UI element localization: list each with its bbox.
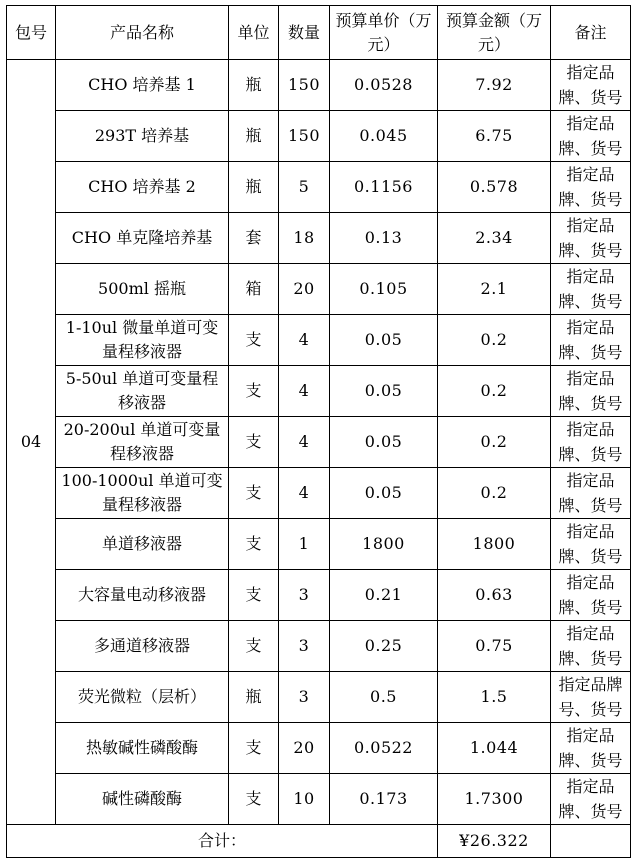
remarks-cell: 指定品牌、货号 [551,162,631,213]
table-row [7,111,631,162]
table-row [7,570,631,621]
unit-cell: 支 [229,417,279,468]
product-name-cell: CHO 单克隆培养基 [56,213,229,264]
unit-cell: 套 [229,213,279,264]
header-package-label: 包号 [14,22,47,42]
table-row [7,315,631,366]
unit-cell: 瓶 [229,672,279,723]
amount-cell: 1.5 [438,672,551,723]
product-name-cell: 热敏碱性磷酸酶 [56,723,229,774]
product-name-cell: 大容量电动移液器 [56,570,229,621]
product-name-cell: 293T 培养基 [56,111,229,162]
table-row [7,519,631,570]
product-name-cell: 100-1000ul 单道可变量程移液器 [56,468,229,519]
quantity-cell: 18 [279,213,330,264]
amount-cell: 1.044 [438,723,551,774]
unit-cell: 支 [229,774,279,825]
unit-cell: 支 [229,315,279,366]
header-unit-price [330,6,438,60]
table-row [7,417,631,468]
amount-cell: 1800 [438,519,551,570]
product-name-cell: 荧光微粒（层析） [56,672,229,723]
amount-cell: 0.578 [438,162,551,213]
remarks-cell: 指定品牌、货号 [551,60,631,111]
remarks-cell: 指定品牌、货号 [551,774,631,825]
table-row [7,621,631,672]
table-row [7,264,631,315]
unit-price-cell: 0.5 [330,672,438,723]
quantity-cell: 4 [279,468,330,519]
unit-price-cell: 0.05 [330,417,438,468]
unit-price-cell: 0.1156 [330,162,438,213]
table-row [7,162,631,213]
amount-cell: 0.75 [438,621,551,672]
unit-cell: 支 [229,570,279,621]
unit-price-cell: 1800 [330,519,438,570]
quantity-cell: 5 [279,162,330,213]
unit-price-cell: 0.045 [330,111,438,162]
amount-cell: 0.2 [438,366,551,417]
product-name-cell: 500ml 摇瓶 [56,264,229,315]
header-product-name [56,6,229,60]
budget-table [6,5,631,858]
remarks-cell: 指定品牌、货号 [551,111,631,162]
amount-cell: 1.7300 [438,774,551,825]
amount-cell: 7.92 [438,60,551,111]
table-row [7,60,631,111]
quantity-cell: 10 [279,774,330,825]
quantity-cell: 3 [279,570,330,621]
product-name-cell: 碱性磷酸酶 [56,774,229,825]
header-package [7,6,56,60]
remarks-cell: 指定品牌、货号 [551,213,631,264]
unit-price-cell: 0.0528 [330,60,438,111]
amount-cell: 2.34 [438,213,551,264]
header-amount-label: 预算金额（万元） [445,10,542,54]
unit-cell: 支 [229,468,279,519]
header-remarks-label: 备注 [574,22,607,42]
header-product-name-label: 产品名称 [109,22,174,42]
amount-cell: 2.1 [438,264,551,315]
quantity-cell: 150 [279,60,330,111]
quantity-cell: 1 [279,519,330,570]
unit-price-cell: 0.105 [330,264,438,315]
unit-cell: 支 [229,519,279,570]
remarks-cell: 指定品牌、货号 [551,264,631,315]
total-remarks [551,825,631,858]
total-label: 合计： [7,825,438,858]
table-row [7,366,631,417]
table-header [7,6,631,60]
amount-cell: 0.2 [438,468,551,519]
table-row [7,774,631,825]
quantity-cell: 3 [279,621,330,672]
header-remarks [551,6,631,60]
table-row [7,468,631,519]
unit-cell: 支 [229,621,279,672]
package-number-cell: 04 [7,60,56,825]
remarks-cell: 指定品牌、货号 [551,468,631,519]
remarks-cell: 指定品牌号、货号 [551,672,631,723]
remarks-cell: 指定品牌、货号 [551,570,631,621]
header-unit [229,6,279,60]
remarks-cell: 指定品牌、货号 [551,366,631,417]
unit-price-cell: 0.173 [330,774,438,825]
unit-price-cell: 0.05 [330,366,438,417]
table-body [7,60,631,858]
header-amount [438,6,551,60]
amount-cell: 0.2 [438,417,551,468]
header-quantity-label: 数量 [287,22,320,42]
table-row [7,723,631,774]
header-unit-price-label: 预算单价（万元） [335,10,432,54]
table-row [7,672,631,723]
unit-price-cell: 0.0522 [330,723,438,774]
amount-cell: 6.75 [438,111,551,162]
quantity-cell: 20 [279,723,330,774]
header-unit-label: 单位 [237,22,270,42]
header-row [7,6,631,60]
unit-price-cell: 0.13 [330,213,438,264]
unit-cell: 瓶 [229,60,279,111]
unit-cell: 支 [229,723,279,774]
product-name-cell: 单道移液器 [56,519,229,570]
unit-cell: 支 [229,366,279,417]
unit-price-cell: 0.21 [330,570,438,621]
product-name-cell: CHO 培养基 1 [56,60,229,111]
unit-cell: 箱 [229,264,279,315]
remarks-cell: 指定品牌、货号 [551,621,631,672]
remarks-cell: 指定品牌、货号 [551,417,631,468]
quantity-cell: 20 [279,264,330,315]
total-row [7,825,631,858]
product-name-cell: 多通道移液器 [56,621,229,672]
amount-cell: 0.2 [438,315,551,366]
quantity-cell: 3 [279,672,330,723]
remarks-cell: 指定品牌、货号 [551,723,631,774]
unit-cell: 瓶 [229,162,279,213]
product-name-cell: 5-50ul 单道可变量程移液器 [56,366,229,417]
quantity-cell: 4 [279,315,330,366]
product-name-cell: 1-10ul 微量单道可变量程移液器 [56,315,229,366]
unit-price-cell: 0.05 [330,468,438,519]
remarks-cell: 指定品牌、货号 [551,315,631,366]
quantity-cell: 4 [279,366,330,417]
unit-price-cell: 0.25 [330,621,438,672]
unit-cell: 瓶 [229,111,279,162]
unit-price-cell: 0.05 [330,315,438,366]
quantity-cell: 4 [279,417,330,468]
amount-cell: 0.63 [438,570,551,621]
header-quantity [279,6,330,60]
product-name-cell: CHO 培养基 2 [56,162,229,213]
total-amount: ¥26.322 [438,825,551,858]
table-row [7,213,631,264]
quantity-cell: 150 [279,111,330,162]
product-name-cell: 20-200ul 单道可变量程移液器 [56,417,229,468]
remarks-cell: 指定品牌、货号 [551,519,631,570]
